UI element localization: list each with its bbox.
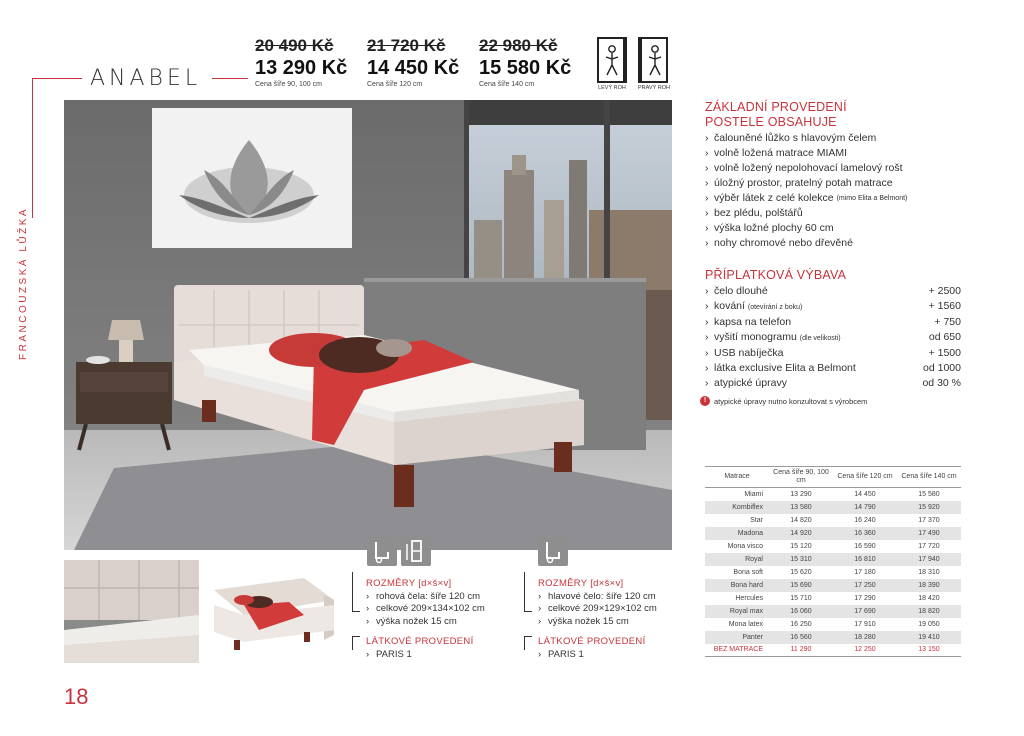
mattress-name: Royal [705,553,769,566]
side-line [32,78,33,218]
price-cell: 17 490 [897,527,961,540]
extra-item: › kování (otevírání z boku) + 1560 [705,299,961,315]
price-cell: 14 450 [854,490,876,498]
fabric-header: LÁTKOVÉ PROVEDENÍ [366,636,474,647]
spec-item: › výška nožek 15 cm [538,616,657,629]
price-cell: 13 150 [897,644,961,657]
table-row [705,527,961,540]
spec-item: › celkové 209×129×102 cm [538,603,657,616]
price-cell: 19 050 [918,620,940,628]
list-item: › volně ložený nepolohovací lamelový rošt [705,161,961,176]
price-cell: 16 810 [833,553,897,566]
price-cell: 16 060 [769,605,833,618]
basic-list [705,131,961,251]
mattress-name: Miami [744,490,763,498]
basic-title-line-2: POSTELE OBSAHUJE [705,115,837,129]
table-header-row [705,467,961,488]
price-cell: 15 620 [790,568,812,576]
mattress-name: Royal max [705,605,769,618]
price-block-90 [255,36,367,88]
new-price: 13 290 Kč [255,57,348,79]
price-cell: 18 310 [918,568,940,576]
corner-label: LEVÝ ROH [598,85,626,91]
old-price: 20 490 Kč [255,36,334,55]
spec-bracket [352,572,360,612]
table-header: Cena šíře 90, 100 cm [769,467,833,488]
page-number: 18 [64,684,89,709]
dimensions-header: ROZMĚRY [d×š×v] [366,578,452,589]
price-block-140 [479,36,591,88]
category-label: FRANCOUZSKÁ LŮŽKA [18,206,29,360]
table-row [705,605,961,618]
basic-section-title [705,100,847,130]
footnote-text: atypické úpravy nutno konzultovat s výrobcem [714,396,868,406]
price-cell: 16 560 [769,631,833,644]
table-row [705,631,961,644]
corner-bed-photo [204,560,340,663]
old-price: 22 980 Kč [479,36,558,55]
spec-item: › hlavové čelo: šíře 120 cm [538,591,657,604]
dimensions-header: ROZMĚRY [d×š×v] [538,578,624,589]
table-row [705,553,961,566]
price-cell: 14 820 [790,516,812,524]
right-corner-option [638,37,668,91]
price-cell: 18 390 [897,579,961,592]
price-cell: 16 240 [854,516,876,524]
spec-bracket [524,572,532,612]
spec-item: › rohová čela: šíře 120 cm [366,591,485,604]
price-cell: 16 250 [790,620,812,628]
price-cell: 19 410 [897,631,961,644]
extra-item: › vyšití monogramu (dle velikosti) od 650 [705,330,961,346]
table-header: Matrace [705,467,769,488]
list-item: › úložný prostor, pratelný potah matrace [705,176,961,191]
price-cell: 15 120 [790,542,812,550]
price-cell: 12 250 [833,644,897,657]
table-row [705,514,961,527]
price-cell: 16 360 [833,527,897,540]
table-row [705,592,961,605]
new-price: 14 450 Kč [367,57,460,79]
mattress-name: Star [750,516,763,524]
table-header: Cena šíře 120 cm [833,467,897,488]
list-item: › výška ložné plochy 60 cm [705,221,961,236]
price-cell: 18 280 [833,631,897,644]
price-cell: 15 690 [769,579,833,592]
fabric-header: LÁTKOVÉ PROVEDENÍ [538,636,646,647]
price-cell: 17 250 [833,579,897,592]
extras-list [705,284,961,391]
extra-item: › kapsa na telefon + 750 [705,315,961,330]
price-cell: 18 820 [897,605,961,618]
table-row [705,579,961,592]
price-cell: 16 590 [854,542,876,550]
bed-corner-icon [538,536,568,566]
table-row [705,501,961,514]
product-title: ANABEL [90,66,202,91]
single-bed-specs [538,578,657,661]
spec-item: › celkové 209×134×102 cm [366,603,485,616]
price-cell: 17 690 [833,605,897,618]
spec-bracket [352,636,360,650]
price-cell: 17 290 [854,594,876,602]
price-cell: 15 580 [918,490,940,498]
warning-icon: ! [700,396,710,406]
price-cell: 17 910 [854,620,876,628]
mattress-name: Mona latex [728,620,763,628]
extras-section-title: PŘÍPLATKOVÁ VÝBAVA [705,268,847,282]
list-item: › výběr látek z celé kolekce (mimo Elita a Belmont) [705,191,961,206]
extra-item: › USB nabíječka + 1500 [705,346,961,361]
price-cell: 13 290 [790,490,812,498]
list-item: › nohy chromové nebo dřevěné [705,236,961,251]
table-row [705,566,961,579]
mattress-name: Bona hard [705,579,769,592]
price-cell: 17 370 [918,516,940,524]
price-cell: 17 940 [897,553,961,566]
fabric-value: › PARIS 1 [538,649,657,662]
price-cell: 17 720 [918,542,940,550]
price-cell: 14 920 [769,527,833,540]
title-line-right [212,78,248,79]
list-item: › čalouněné lůžko s hlavovým čelem [705,131,961,146]
new-price: 15 580 Kč [479,57,572,79]
mattress-name: Bona soft [733,568,763,576]
table-row [705,644,961,657]
price-cell: 13 580 [769,501,833,514]
title-line [32,78,82,79]
fabric-value: › PARIS 1 [366,649,485,662]
extra-item: › atypické úpravy od 30 % [705,376,961,391]
mattress-name: Kombiflex [705,501,769,514]
mattress-name: Madona [705,527,769,540]
extra-item: › látka exclusive Elita a Belmont od 1000 [705,361,961,376]
mattress-name: Mona visco [727,542,763,550]
price-block-120 [367,36,479,88]
price-cell: 17 180 [854,568,876,576]
list-item: › bez plédu, polštářů [705,206,961,221]
mattress-name: BEZ MATRACE [705,644,769,657]
person-corner-icon [597,37,627,83]
mattress-name: Panter [705,631,769,644]
old-price: 21 720 Kč [367,36,446,55]
bed-corner-icon [367,536,397,566]
table-row [705,540,961,553]
price-note: Cena šíře 140 cm [479,81,535,88]
price-cell: 18 420 [918,594,940,602]
spec-item: › výška nožek 15 cm [366,616,485,629]
price-note: Cena šíře 120 cm [367,81,423,88]
corner-bed-specs [366,578,485,661]
product-photo [64,100,672,550]
table-header: Cena šíře 140 cm [897,467,961,488]
list-item: › volně ložená matrace MIAMI [705,146,961,161]
left-corner-option [597,37,627,91]
mattress-price-table [705,466,961,657]
extra-item: › čelo dlouhé + 2500 [705,284,961,299]
headboard-detail-photo [64,560,199,663]
table-row [705,618,961,631]
corner-label: PRAVÝ ROH [638,85,670,91]
price-cell: 15 310 [769,553,833,566]
spec-bracket [524,636,532,650]
price-cell: 11 290 [769,644,833,657]
footnote [700,396,867,406]
price-cell: 15 920 [897,501,961,514]
price-cell: 15 710 [790,594,812,602]
side-storage-icon [401,536,431,566]
price-note: Cena šíře 90, 100 cm [255,81,322,88]
basic-title-line-1: ZÁKLADNÍ PROVEDENÍ [705,100,847,114]
price-cell: 14 790 [833,501,897,514]
table-row [705,488,961,501]
person-corner-icon [638,37,668,83]
mattress-name: Hercules [735,594,763,602]
